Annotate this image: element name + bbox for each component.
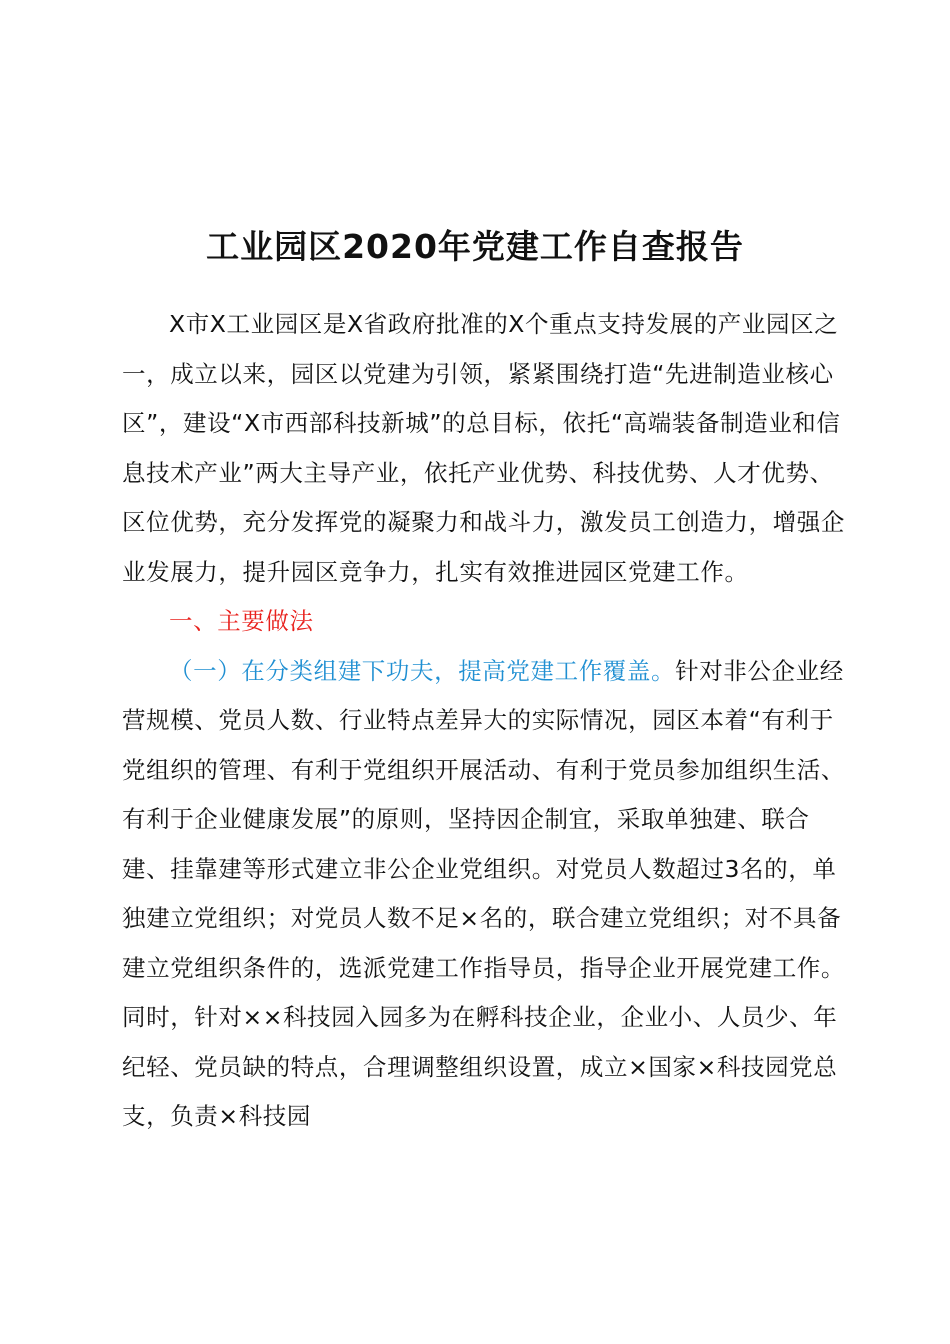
title-year: 2020 bbox=[342, 227, 438, 266]
section-heading: 一、主要做法 bbox=[169, 607, 314, 635]
document-body bbox=[122, 300, 852, 1142]
subsection-heading: （一）在分类组建下功夫，提高党建工作覆盖。 bbox=[169, 656, 676, 685]
document-title bbox=[0, 222, 950, 272]
subsection-body: 针对非公企业经营规模、党员人数、行业特点差异大的实际情况，园区本着“有利于党组织的管理、有利于党组织开展活动、有利于党员参加组织生活、有利于企业健康发展”的原则，坚持因企制宜，采取单独建、联合建、挂靠建等形式建立非公企业党组织。对党员人数超过3名的，单独建立党组织；对党员人数不足×名的，联合建立党组织；对不具备建立党组织条件的，选派党建工作指导员，指导企业开展党建工作。同时，针对××科技园入园多为在孵科技企业，企业小、人员少、年纪轻、党员缺的特点，合理调整组织设置，成立×国家×科技园党总支，负责×科技园 bbox=[122, 656, 845, 1130]
intro-paragraph: X市X工业园区是X省政府批准的X个重点支持发展的产业园区之一，成立以来，园区以党建为引领，紧紧围绕打造“先进制造业核心区”，建设“X市西部科技新城”的总目标，依托“高端装备制造业和信息技术产业”两大主导产业，依托产业优势、科技优势、人才优势、区位优势，充分发挥党的凝聚力和战斗力，激发员工创造力，增强企业发展力，提升园区竞争力，扎实有效推进园区党建工作。 bbox=[122, 310, 845, 586]
title-suffix: 年党建工作自查报告 bbox=[437, 227, 744, 266]
subsection-paragraph bbox=[122, 647, 852, 1142]
title-prefix: 工业园区 bbox=[206, 227, 343, 266]
